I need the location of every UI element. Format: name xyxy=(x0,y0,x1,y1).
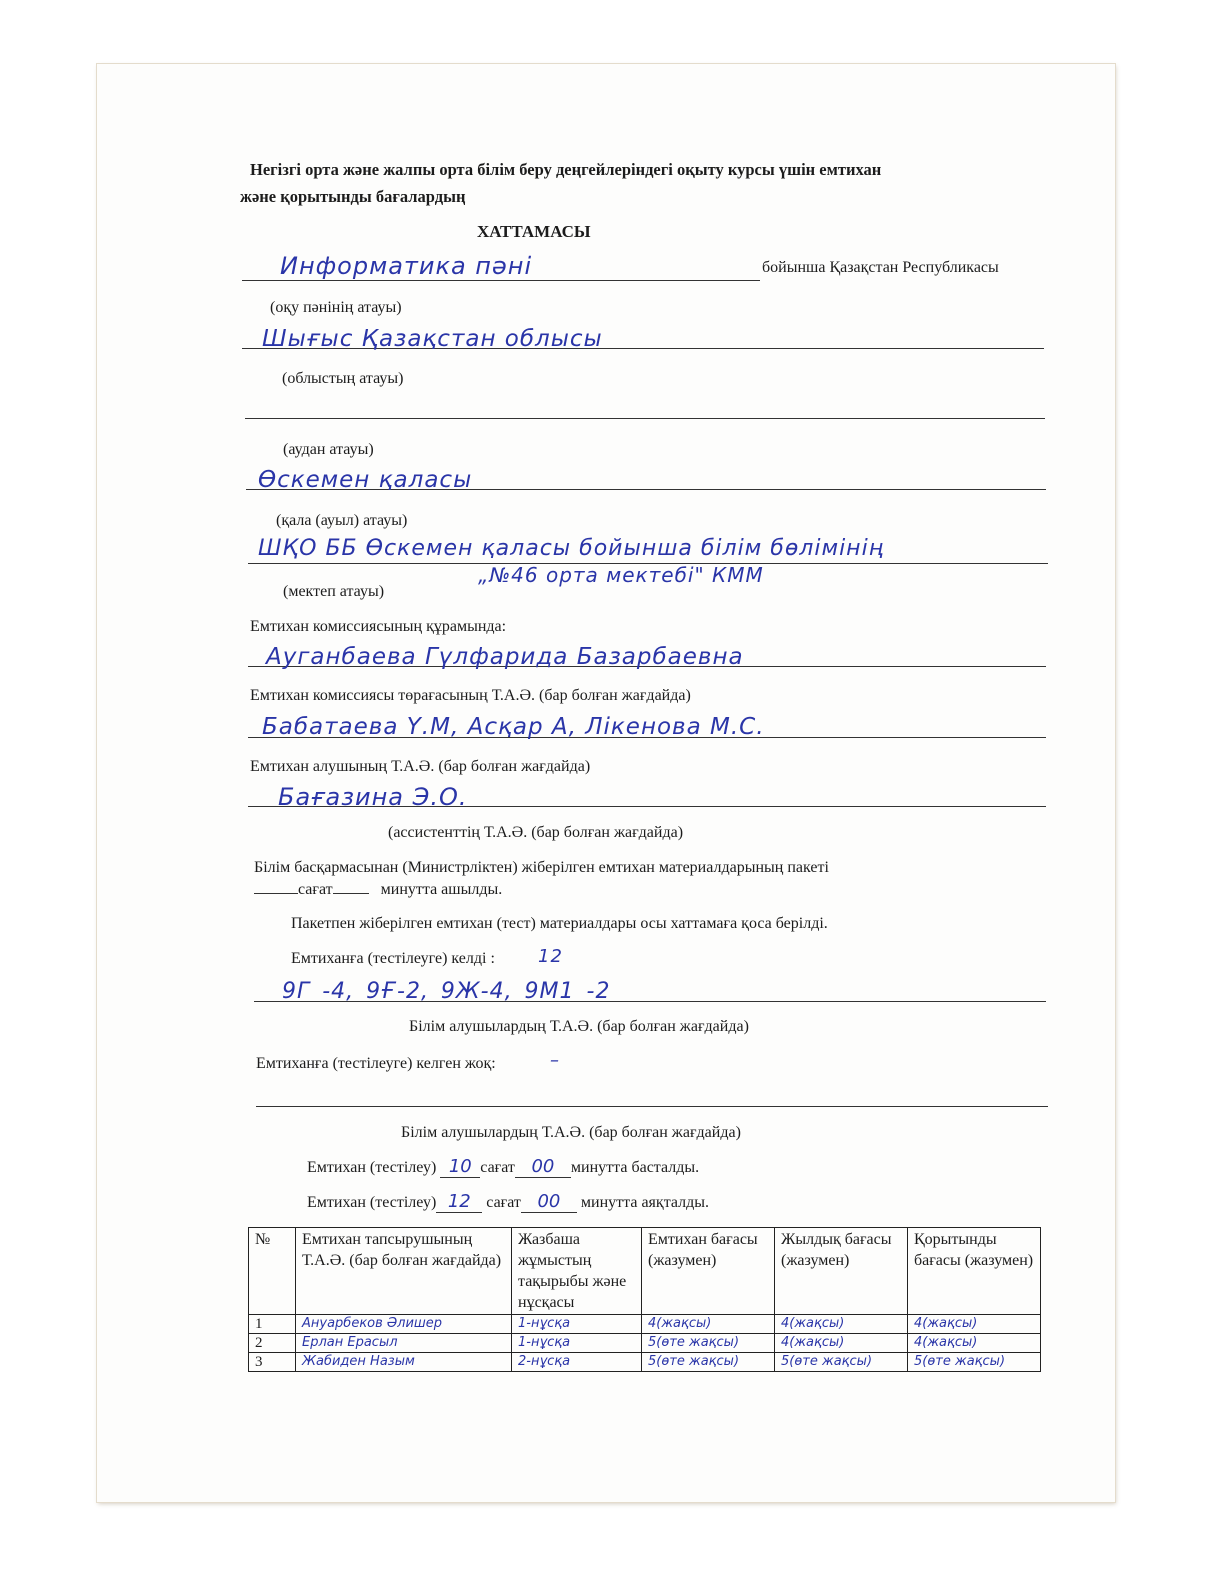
final-grade: 5(өте жақсы) xyxy=(908,1353,1041,1372)
start-prefix: Емтихан (тестілеу) xyxy=(307,1159,437,1176)
variant: 2-нұсқа xyxy=(512,1353,642,1372)
student-name: Ерлан Ерасыл xyxy=(296,1334,512,1353)
end-prefix: Емтихан (тестілеу) xyxy=(307,1194,437,1211)
header-number: № xyxy=(249,1228,296,1315)
row-number: 2 xyxy=(249,1334,296,1353)
table-header-row xyxy=(249,1228,1041,1315)
absent-label: Емтиханға (тестілеуге) келген жоқ: xyxy=(256,1055,496,1072)
subject-suffix: бойынша Қазақстан Республикасы xyxy=(762,259,999,276)
chair-value: Бабатаева Ү.М, Асқар А, Лікенова М.С. xyxy=(262,714,765,740)
start-hour-word: сағат xyxy=(480,1159,515,1176)
end-suffix: минутта аяқталды. xyxy=(580,1194,709,1211)
absent-line xyxy=(256,1106,1048,1107)
results-table xyxy=(248,1227,1041,1372)
package-line-2 xyxy=(254,880,502,900)
variant: 1-нұсқа xyxy=(512,1315,642,1334)
end-hour: 12 xyxy=(436,1192,482,1213)
exam-grade: 5(өте жақсы) xyxy=(642,1353,775,1372)
chair-label: Емтихан комиссиясы төрағасының Т.А.Ә. (бар болған жағдайда) xyxy=(250,687,691,704)
student-name: Ануарбеков Әлишер xyxy=(296,1315,512,1334)
annual-grade: 4(жақсы) xyxy=(775,1315,908,1334)
commission-value: Ауганбаева Гүлфарида Базарбаевна xyxy=(266,644,744,670)
package-line-2-end: минутта ашылды. xyxy=(380,881,503,898)
came-groups: 9Г -4, 9Ғ-2, 9Ж-4, 9М1 -2 xyxy=(282,979,611,1004)
annual-grade: 4(жақсы) xyxy=(775,1334,908,1353)
final-grade: 4(жақсы) xyxy=(908,1315,1041,1334)
row-number: 3 xyxy=(249,1353,296,1372)
package-minute-blank xyxy=(333,893,369,894)
package-line-1: Білім басқармасынан (Министрліктен) жіберілген емтихан материалдарының пакеті xyxy=(254,859,829,876)
school-value-line-2: „№46 орта мектебі" КММ xyxy=(478,563,764,587)
student-name: Жабиден Назым xyxy=(296,1353,512,1372)
region-caption: (облыстың атауы) xyxy=(282,370,404,387)
table-row xyxy=(249,1315,1041,1334)
header-exam-grade: Емтихан бағасы (жазумен) xyxy=(642,1228,775,1315)
variant: 1-нұсқа xyxy=(512,1334,642,1353)
subject-caption: (оқу пәнінің атауы) xyxy=(270,299,402,316)
header-final-grade: Қорытынды бағасы (жазумен) xyxy=(908,1228,1041,1315)
package-hour-blank xyxy=(254,893,298,894)
row-number: 1 xyxy=(249,1315,296,1334)
package-attached: Пакетпен жіберілген емтихан (тест) материалдары осы хаттамаға қоса берілді. xyxy=(291,915,828,932)
end-hour-word: сағат xyxy=(486,1194,521,1211)
came-label: Емтиханға (тестілеуге) келді : xyxy=(291,950,495,967)
final-grade: 4(жақсы) xyxy=(908,1334,1041,1353)
school-value-line-1: ШҚО ББ Өскемен қаласы бойынша білім бөлімінің xyxy=(258,536,885,561)
district-line xyxy=(245,418,1045,419)
table-row xyxy=(249,1353,1041,1372)
students-caption: Білім алушылардың Т.А.Ә. (бар болған жағдайда) xyxy=(409,1018,749,1035)
start-minute: 00 xyxy=(515,1157,571,1178)
city-caption: (қала (ауыл) атауы) xyxy=(276,512,408,529)
document-title: ХАТТАМАСЫ xyxy=(477,222,591,241)
start-time-line xyxy=(307,1157,699,1178)
assistant-caption: (ассистенттің Т.А.Ә. (бар болған жағдайда) xyxy=(388,824,684,841)
end-time-line xyxy=(307,1192,709,1213)
exam-grade: 4(жақсы) xyxy=(642,1315,775,1334)
header-line-2: және қорытынды бағалардың xyxy=(240,187,466,206)
header-line-1: Негізгі орта және жалпы орта білім беру деңгейлеріндегі оқыту курсы үшін емтихан xyxy=(250,160,882,179)
package-hour-word: сағат xyxy=(298,881,333,898)
came-count: 12 xyxy=(538,946,563,967)
start-suffix: минутта басталды. xyxy=(570,1159,700,1176)
table-row xyxy=(249,1334,1041,1353)
exam-grade: 5(өте жақсы) xyxy=(642,1334,775,1353)
region-value: Шығыс Қазақстан облысы xyxy=(262,326,603,352)
school-caption: (мектеп атауы) xyxy=(283,583,385,600)
annual-grade: 5(өте жақсы) xyxy=(775,1353,908,1372)
end-minute: 00 xyxy=(521,1192,577,1213)
district-caption: (аудан атауы) xyxy=(283,441,374,458)
absent-value: – xyxy=(550,1050,560,1071)
commission-label: Емтихан комиссиясының құрамында: xyxy=(250,618,507,635)
examiner-value: Бағазина Э.О. xyxy=(278,783,468,811)
city-value: Өскемен қаласы xyxy=(258,467,473,493)
header-name: Емтихан тапсырушының Т.А.Ә. (бар болған жағдайда) xyxy=(296,1228,512,1315)
absent-caption: Білім алушылардың Т.А.Ә. (бар болған жағдайда) xyxy=(401,1124,741,1141)
header-annual-grade: Жылдық бағасы (жазумен) xyxy=(775,1228,908,1315)
start-hour: 10 xyxy=(440,1157,480,1178)
examiner-label: Емтихан алушының Т.А.Ә. (бар болған жағдайда) xyxy=(250,758,591,775)
header-topic: Жазбаша жұмыстың тақырыбы және нұсқасы xyxy=(512,1228,642,1315)
subject-value: Информатика пәні xyxy=(280,252,533,280)
subject-line xyxy=(242,280,760,281)
